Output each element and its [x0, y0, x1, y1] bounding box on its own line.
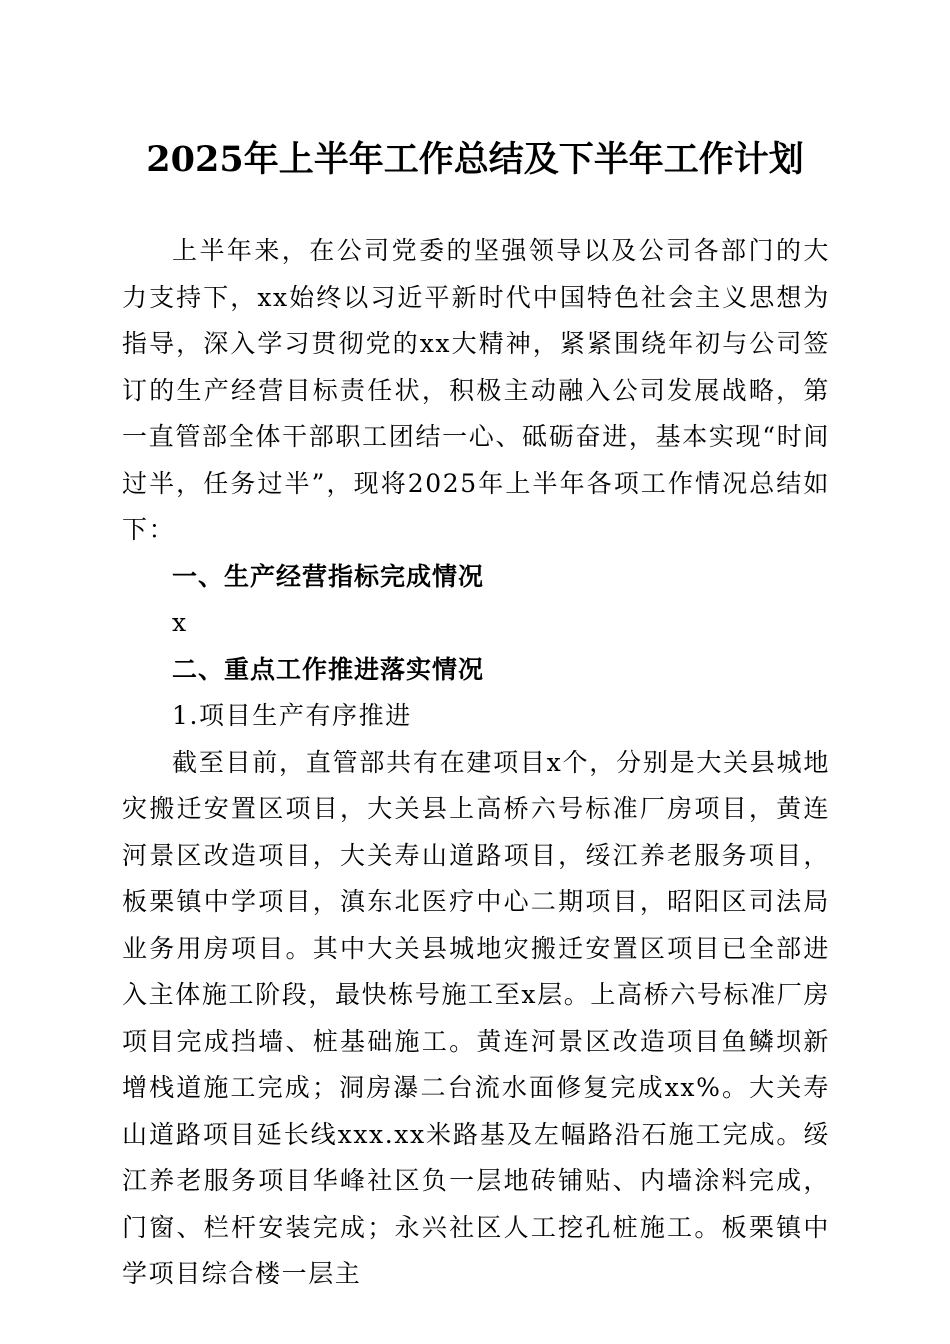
section-heading-2: 二、重点工作推进落实情况: [172, 654, 485, 684]
document-title: 2025年上半年工作总结及下半年工作计划: [146, 139, 804, 180]
subsection-heading-1: 1.项目生产有序推进: [172, 701, 412, 730]
section-heading-1: 一、生产经营指标完成情况: [172, 561, 485, 591]
subsection-1-paragraph: 截至目前，直管部共有在建项目x个，分别是大关县城地灾搬迁安置区项目，大关县上高桥六号标准厂房项目，黄连河景区改造项目，大关寿山道路项目，绥江养老服务项目，板栗镇中学项目，滇东北医疗中心二期项目，昭阳区司法局业务用房项目。其中大关县城地灾搬迁安置区项目已全部进入主体施工阶段，最快栋号施工至x层。上高桥六号标准厂房项目完成挡墙、桩基础施工。黄连河景区改造项目鱼鳞坝新增栈道施工完成；洞房瀑二台流水面修复完成xx%。大关寿山道路项目延长线xxx.xx米路基及左幅路沿石施工完成。绥江养老服务项目华峰社区负一层地砖铺贴、内墙涂料完成，门窗、栏杆安装完成；永兴社区人工挖孔桩施工。板栗镇中学项目综合楼一层主: [122, 747, 830, 1288]
document-body: [122, 228, 830, 1298]
section-1-content: x: [172, 608, 188, 637]
intro-paragraph: 上半年来，在公司党委的坚强领导以及公司各部门的大力支持下，xx始终以习近平新时代中国特色社会主义思想为指导，深入学习贯彻党的xx大精神，紧紧围绕年初与公司签订的生产经营目标责任状，积极主动融入公司发展战略，第一直管部全体干部职工团结一心、砥砺奋进，基本实现“时间过半，任务过半”，现将2025年上半年各项工作情况总结如下：: [122, 236, 830, 544]
